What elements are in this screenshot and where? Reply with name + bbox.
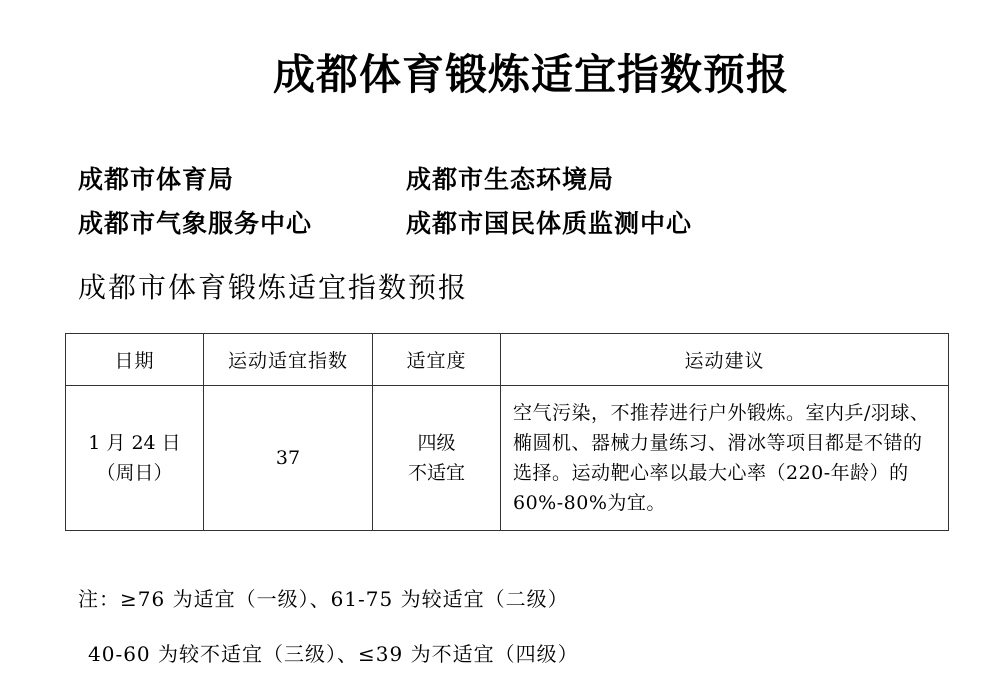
- table-subtitle: 成都市体育锻炼适宜指数预报: [78, 271, 469, 304]
- date-cell: [66, 386, 204, 531]
- date-value: 1 月 24 日: [88, 432, 181, 454]
- forecast-table: [65, 333, 949, 531]
- issuer-sports-bureau: 成都市体育局: [78, 165, 235, 194]
- header-index: 运动适宜指数: [204, 334, 373, 386]
- advice-cell: 空气污染，不推荐进行户外锻炼。室内乒/羽球、椭圆机、器械力量练习、滑冰等项目都是不错的选择。运动靶心率以最大心率（220-年龄）的 60%-80%为宜。: [501, 386, 949, 531]
- header-suitability: 适宜度: [373, 334, 501, 386]
- header-date: 日期: [66, 334, 204, 386]
- index-value: 37: [275, 447, 301, 469]
- document-title: 成都体育锻炼适宜指数预报: [272, 50, 789, 99]
- issuer-ecology-bureau: 成都市生态环境局: [406, 165, 615, 194]
- table-header-row: [66, 334, 949, 386]
- table-row: [66, 386, 949, 531]
- weekday-value: （周日）: [96, 462, 173, 484]
- issuer-physique-monitoring-center: 成都市国民体质监测中心: [406, 209, 693, 238]
- note-line-2: 40-60 为较不适宜（三级）、≤39 为不适宜（四级）: [88, 642, 579, 666]
- note-line-1: 注：≥76 为适宜（一级）、61-75 为较适宜（二级）: [78, 587, 569, 611]
- level-value: 四级: [417, 432, 456, 454]
- suitability-value: 不适宜: [407, 462, 465, 484]
- suitability-cell: [373, 386, 501, 531]
- header-advice: 运动建议: [501, 334, 949, 386]
- index-cell: [204, 386, 373, 531]
- issuer-meteorological-center: 成都市气象服务中心: [78, 209, 313, 238]
